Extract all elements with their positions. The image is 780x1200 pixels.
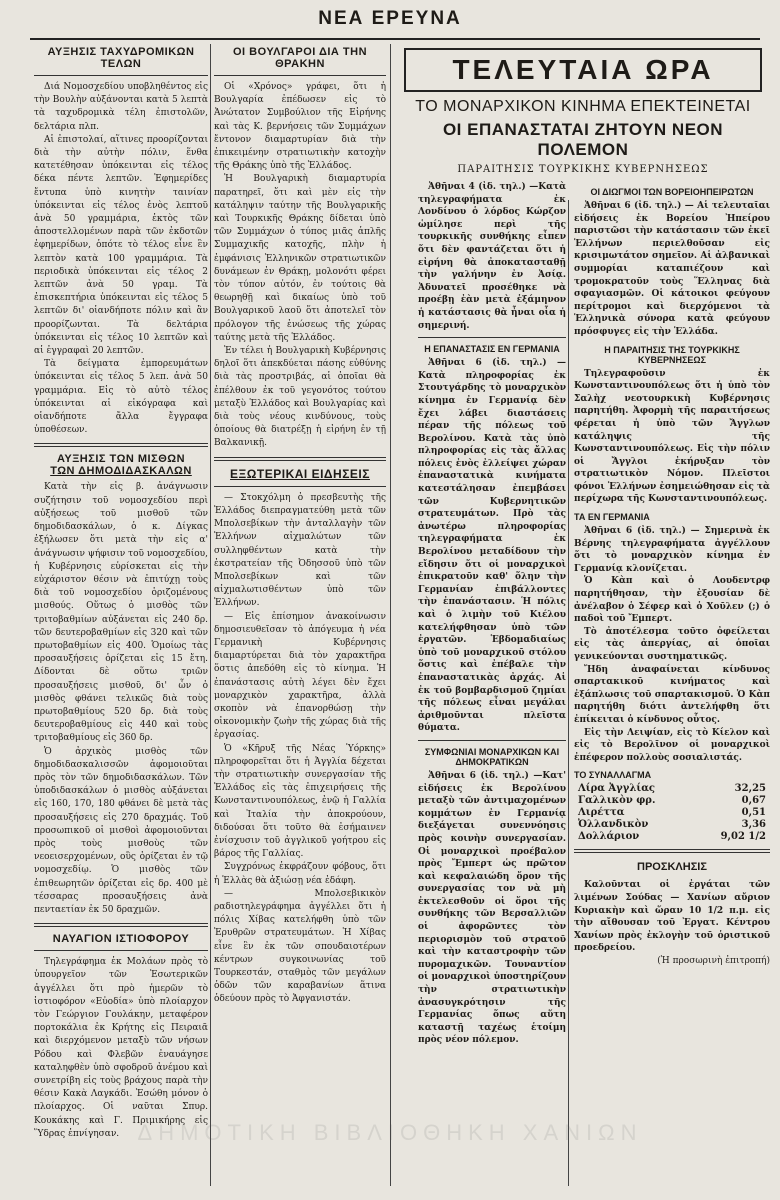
library-watermark: ΔΗΜΟΤΙΚΗ ΒΙΒΛΙΟΘΗΚΗ ΧΑΝΙΩΝ [137,1120,643,1145]
article-heading: ΟΙ ΔΙΩΓΜΟΙ ΤΩΝ ΒΟΡΕΙΟΗΠΕΙΡΩΤΩΝ [590,187,754,197]
top-rule [30,38,760,40]
breaking-right-column [574,181,770,968]
currency-rate: 9,02 1/2 [720,831,766,843]
currency-name: Γαλλικὸν φρ. [578,795,656,807]
divider [34,75,208,76]
divider [574,849,770,853]
invitation-signature: (Ἡ προσωρινὴ ἐπιτροπή) [657,955,770,966]
column-2 [214,44,386,1190]
divider [418,740,566,741]
article-heading: Η ΕΠΑΝΑΣΤΑΣΙΣ ΕΝ ΓΕΡΜΑΝΙΑ [424,344,560,355]
column-3 [396,44,770,1190]
article-paragraph: Εἰς τὴν Λειψίαν, εἰς τὸ Κίελον καὶ εἰς τὸ Βερολῖνον οἱ μοναρχικοὶ ἐπέφερον πολλοὺς σοσιαλιστάς. [574,727,770,763]
currency-name: Δολλάριον [578,831,640,843]
currency-rate: 0,67 [741,795,766,807]
invitation-text: Καλοῦνται οἱ ἐργάται τῶν λιμένων Σούδας — Χανίων αὔριον Κυριακὴν καὶ ὥραν 10 1/2 π.μ. εἰς τὴν αἴθουσαν τοῦ Ἐργατ. Κέντρου Χανίων πρὸς ἐκλογὴν τοῦ ὁριστικοῦ προεδρείου. [574,880,770,954]
banner-headline: ΤΕΛΕΥΤΑΙΑ ΩΡΑ [404,48,762,92]
article-paragraph: Οἱ «Χρόνος» γράφει, ὅτι ἡ Βουλγαρία ἐπέδωσεν εἰς τὸ Ἀνώτατον Συμβούλιον τῆς Εἰρήνης καὶ τὰς Κ. βερνήσεις τῶν Συμμάχων ἔντονον διαμαρτυρίαν διὰ τὴν ἐπικειμένην στρατιωτικὴν κατοχὴν τῆς Θράκης ὑπὸ τῆς Ἑλλάδος. [214,82,386,172]
article-paragraph: Ὁ ἀρχικὸς μισθὸς τῶν δημοδιδασκαλισσῶν ἀφομοιοῦται πρὸς τὸν τῶν δημοδιδασκάλων. Τῶν ὑποδιδασκάλων ὁ μισθὸς αὐξάνεται εἰς 160, 170, 180 φθάνει δὲ μετὰ τὰς προσαυξήσεις εἰς 270 δραχμάς. Τοῦ προσωπικοῦ οἱ μισθοὶ ἀφομοιοῦνται πρὸς τοὺς μισθοὺς τῶν νεοεισερχομένων, οὓς ὁρίζεται ἐν τῷ νομοσχεδίῳ. Ὁ μισθὸς τῶν ἐπιθεωρητῶν ὁρίζεται εἰς δρ. 400 μὲ τέσσαρας προσαυξήσεις ἀνὰ πενταετίαν ἐκ 50 δραχμῶν. [34,746,208,915]
divider [34,443,208,447]
article-paragraph: Τηλεγράφημα ἐκ Μολάων πρὸς τὸ ὑπουργεῖον τῶν Ἐσωτερικῶν ἀγγέλλει ὅτι πρὸ ἡμερῶν τὸ ἱστιοφόρον «Εὐοδία» ὑπὸ πλοίαρχον τὸν Γεώργιον Γουλάκην, μεταφέρον πορτοκάλια ἐκ Κρήτης εἰς Πειραιᾶ καὶ διερχόμενον μεταξὺ τῶν νήσων Ρόδου καὶ Φλεβῶν ἐναυάγησε καταληφθὲν ὑπὸ σφοδροῦ ἀνέμου καὶ συνετρίβη εἰς τοὺς βράχους παρὰ τὴν θέσιν Κακὰ Λαγκάδι. Ἐσώθη μόνον ὁ πλοίαρχος. Οἱ ναῦται Σπυρ. Κουκάκης καὶ Γ. Πριμικήρης εἰς Ὕδρας ἐπνίγησαν. [34,957,208,1139]
divider [214,457,386,461]
exchange-row [574,807,770,819]
article-paragraph: Συγχρόνως ἐκφράζουν φόβους, ὅτι ἡ Ἑλλὰς θὰ ἀξιώσῃ νέα ἐδάφη. [214,862,386,886]
subheadline: ΟΙ ΕΠΑΝΑΣΤΑΤΑΙ ΖΗΤΟΥΝ ΝΕΟΝ ΠΟΛΕΜΟΝ [442,120,724,159]
article-paragraph: Ἤδη ἀναφαίνεται κίνδυνος σπαρτακικοῦ κινήματος καὶ ἐξάπλωσις τοῦ σπαρτακισμοῦ. Ὁ Κὰπ παρητήθη διότι ἀντελήφθη ὅτι ἐπίκειται ὁ κίνδυνος οὗτος. [574,664,770,725]
invitation-heading: ΠΡΟΣΚΛΗΣΙΣ [637,861,707,874]
article-paragraph: Αἱ ἐπιστολαί, αἵτινες προορίζονται διὰ τὴν αὐτὴν πόλιν, ἕνθα κατετέθησαν ὑπόκεινται εἰς τέλος δέκα πέντε λεπτῶν. Ἐφημερίδες ἔντυπα ὑπὸ κινητὴν ταινίαν ὑπόκεινται εἰς τέλος ἐνὸς λεπτοῦ ἀνὰ 50 γραμμάρια, ἐκτὸς τῶν ἀποστελλομένων παρὰ τῶν ἐκδοτῶν ἐφημερίδων, ὁπότε τὸ τέλος εἶνε ἓν λεπτὸν κατὰ 100 γραμμάρια. Τὰ περιοδικὰ ὑπόκεινται εἰς τέλος 2 λεπτῶν ἀνὰ 50 γραμ. Τὰ ἐπισκεπτήρια ὑπόκεινται εἰς τέλος 5 λεπτῶν δι' οἱανδήποτε πόλιν καὶ ἂν προορίζωνται. Τὰ δελτάρια ὑπόκεινται εἰς τέλος 10 λεπτῶν καὶ αἱ ἐγγραφαὶ 20 λεπτῶν. [34,134,208,357]
currency-rate: 3,36 [741,819,766,831]
article-paragraph: Ἀθῆναι 6 (ἰδ. τηλ.) — Αἱ τελευταῖαι εἰδήσεις ἐκ Βορείου Ἠπείρου παριστῶσι τὴν κατάστασιν τῶν ἐκεῖ Ἑλλήνων περιελθοῦσαν εἰς κρισιμωτάτον σημεῖον. Αἱ ἀλβανικαὶ συμμορίαι καταπιέζουν καὶ τρομοκρατοῦν τοὺς Ἕλληνας διὰ σφαγιασμῶν. Οἱ κάτοικοι φεύγουν περίτρομοι καὶ διερχόμενοι τὰ Ἑλληνικὰ σύνορα κατὰ φεύγουν πρόσφυγες εἰς τὴν Ἑλλάδα. [574,201,770,337]
exchange-heading: ΤΟ ΣΥΝΑΛΛΑΓΜΑ [574,770,652,781]
currency-name: Ὀλλανδικὸν [578,819,649,831]
article-heading: Η ΠΑΡΑΙΤΗΣΙΣ ΤΗΣ ΤΟΥΡΚΙΚΗΣ ΚΥΒΕΡΝΗΣΕΩΣ [604,344,740,365]
currency-name: Λιρέττα [578,807,625,819]
column-divider [210,44,211,1186]
currency-rate: 32,25 [734,783,766,795]
article-paragraph: Ἀθῆναι 6 (ἰδ. τηλ.) — Κατὰ πληροφορίας ἐκ Στουτγάρδης τὸ μοναρχικὸν κίνημα ἐν Γερμανίᾳ δὲν ἔχει λάβει διαστάσεις πέραν τῆς πόλεως τοῦ Βερολίνου. Κατὰ τὰς ὑπὸ πληροφορίας εἰς τὰς ἄλλας πόλεις ἐνὸς ἐλλείψει χώραν ἐπαναστατικὰ κινήματα κατεστάλησαν ἐπεμβάσει τῶν Κυβερνητικῶν στρατευμάτων. Πρὸ τὰς ἀνωτέρω πληροφορίας τηλεγραφήματα ἐκ Βερολίνου μεταδίδουν τὴν εἴδησιν ὅτι οἱ μοναρχικοὶ ἐπικρατοῦν καθ' ὅλην τὴν Γερμανίαν ἐπιβάλλοντες τὴν ἐπανάστασιν. Ἡ πόλις καὶ ὁ λιμὴν τοῦ Κιέλου κατελήφθησαν ὑπὸ τῶν ἐργατῶν. Ἑβδομαδιαίως ὑπὸ τοῦ μοναρχικοῦ στόλου ὅστις καὶ ἐπέβαλε τὴν ἐπαναστατικὰς ἀρχάς. Αἱ ἐκ τοῦ βομβαρδισμοῦ ζημίαι τῆς πόλεως εἶναι μεγάλαι ἀριθμοῦνται πλεῖστα θύματα. [418,358,566,734]
divider [34,923,208,927]
currency-rate: 0,51 [741,807,766,819]
exchange-row [574,819,770,831]
exchange-row [574,795,770,807]
article-heading: ΑΥΞΗΣΙΣ ΤΩΝ ΜΙΣΘΩΝ [56,453,186,466]
article-heading: ΤΩΝ ΔΗΜΟΔΙΔΑΣΚΑΛΩΝ [50,465,192,478]
column-divider [390,44,391,1186]
column-1 [34,44,208,1190]
article-paragraph: Τὸ ἀποτέλεσμα τοῦτο ὀφείλεται εἰς τὰς ἀπεργίας, αἱ ὁποῖαι γενικεύονται συστηματικῶς. [574,626,770,662]
article-paragraph: Διά Νομοσχεδίου υποβληθέντος εἰς τὴν Βουλὴν αὐξάνονται κατὰ 5 λεπτὰ τὰ ταχυδρομικὰ τέλη ἐπιστολῶν, δελτάρια πλπ. [34,82,208,132]
article-heading: ΕΞΩΤΕΡΙΚΑΙ ΕΙΔΗΣΕΙΣ [230,466,370,481]
article-heading: ΤΑ ΕΝ ΓΕΡΜΑΝΙΑ [574,512,650,523]
divider [34,950,208,951]
exchange-table [574,783,770,843]
article-paragraph: Κατὰ τὴν εἰς β. ἀνάγνωσιν συζήτησιν τοῦ νομοσχεδίου περὶ αὐξήσεως τοῦ μισθοῦ τῶν δημοδιδασκάλων, ὁ κ. Δίγκας ἐξήλωσεν ὅτι μετὰ τὴν εἰς α' ἀνάγνωσιν ψήφισιν τοῦ νομοσχεδίου, ἡ Κυβέρνησις εὑρίσκεται εἰς τὴν εὐχάριστον θέσιν νὰ ἐπιτύχῃ τοὺς διὰ τοῦ νομοσχεδίου ὁριζομένους μισθούς. Οὕτως ὁ μισθὸς τῶν τριτοβαθμίων αὐξάνεται εἰς 240 δρ. τῶν δευτεροβαθμίων εἰς 320 καὶ τῶν πρωτοβαθμίων εἰς 400. Ὁμοίως τὰς προσαυξήσεις ὁρίζεται εἰς 15 ἔτη. Δίδονται δὲ οὕτω τριῶν προσαυξήσεις μισθοῦ, δι' ὧν ὁ μισθὸς φθάνει τελικῶς διὰ τοὺς πρωτοβαθμίους 520 δρ. διὰ τοὺς δευτεροβαθμίους εἰς 440 καὶ τοὺς τριτοβαθμίους εἰς 360 δρ. [34,482,208,744]
article-paragraph: — Μπολσεβικικὸν ραδιοτηλεγράφημα ἀγγέλλει ὅτι ἡ πόλις Χίβας κατελήφθη ὑπὸ τῶν Ἐρυθρῶν στρατευμάτων. Ἡ Χίβας εἶνε ἓν ἐκ τῶν σπουδαιοτέρων κέντρων συγκοινωνίας τοῦ Τουρκεστάν, σταθμὸς τῶν μεγάλων ὁδῶν τῶν καραβανίων ἅτινα ὁδεύουν πρὸς τὸ Ἀφγανιστάν. [214,888,386,1005]
currency-name: Λίρα Ἀγγλίας [578,783,656,795]
article-paragraph: Ὁ «Κῆρυξ τῆς Νέας Ὑόρκης» πληροφορεῖται ὅτι ἡ Ἀγγλία δέχεται τὴν στρατιωτικὴν συνεργασίαν τῆς Ἑλλάδος εἰς τὰς ἐπιχειρήσεις τῆς Κωνσταντινουπόλεως, ἐνῷ ἡ Γαλλία καὶ Ἰταλία τὴν ἀποκρούουν, διδούσαι ὅτι τοῦτο θὰ ἐσήμαινεν ἐνίσχυσιν τοῦ ἀγγλικοῦ γοήτρου εἰς βάρος τῆς Γαλλίας. [214,743,386,860]
exchange-row [574,783,770,795]
article-heading: ΑΥΞΗΣΙΣ ΤΑΧΥΔΡΟΜΙΚΩΝ ΤΕΛΩΝ [47,46,195,70]
article-paragraph: Ὁ Κὰπ καὶ ὁ Λουδεντρφ παρητήθησαν, τὴν ἐξουσίαν δὲ ἀνέλαβον ὁ Σέφερ καὶ ὁ Χοῦλεν (;) ὁ παδοὶ τοῦ Ἔμπερτ. [574,576,770,625]
subheadline: ΤΟ ΜΟΝΑΡΧΙΚΟΝ ΚΙΝΗΜΑ ΕΠΕΚΤΕΙΝΕΤΑΙ [415,98,751,115]
article-paragraph: Ἡ Βουλγαρικὴ διαμαρτυρία παρατηρεῖ, ὅτι καὶ μὲν εἰς τὴν κατάληψιν ταύτην τῆς Βουλγαρικῆς καὶ Τουρκικῆς Θράκης δίδεται ὑπὸ τῶν Συμμάχων ὁ τύπος μιᾶς ἁπλῆς Συμμαχικῆς κατοχῆς, πλὴν ἡ ἐμφάνισις Ἑλληνικῶν στρατιωτικῶν δυνάμεων ἐν Θράκῃ, μολονότι φέρει τὸν τύπον αὐτόν, ἐν τούτοις θὰ θεωρηθῇ καὶ δικαίως ὑπὸ τοῦ Βουλγαρικοῦ λαοῦ ὅτι ἀποτελεῖ τὸν πρόλογον τῆς ἑνώσεως τῆς χώρας ταύτης μετὰ τῆς Ἑλλάδος. [214,174,386,343]
article-paragraph: Ἀθῆναι 6 (ἰδ. τηλ.) — Σημερινὰ ἐκ Βέρνης τηλεγραφήματα ἀγγέλλουν ὅτι τὸ μοναρχικὸν κίνημα ἐν Γερμανίᾳ κλονίζεται. [574,526,770,574]
article-heading: ΝΑΥΑΓΙΟΝ ΙΣΤΙΟΦΟΡΟΥ [52,933,190,946]
article-paragraph: Ἀθῆναι 6 (ἰδ. τηλ.) —Κατ' εἰδήσεις ἐκ Βερολίνου μεταξὺ τῶν ἀντιμαχομένων κομμάτων ἐν Γερμανίᾳ διεξάγεται συνεννόησις πρὸς κοινὴν συνεργασίαν. Οἱ μοναρχικοὶ προέβαλον πρὸς Ἔμπερτ ὡς πρῶτον καὶ κεφαλαιώδη ὅρον τῆς συνεργασίας τον νὰ μὴ ἐκτελεσθοῦν οἱ ὅροι τῆς συνθήκης τῶν Βερσαλλιῶν οἱ ἀφορῶντες τὸν περιορισμὸν τοῦ στρατοῦ καὶ τὴν καταστροφὴν τῶν πυρομαχικῶν. Τουναντίον οἱ μοναρχικοὶ ὑποστηρίζουν τὴν στρατιωτικὴν ἀνασυγκρότησιν τῆς Γερμανίας ὅπως αὕτη καταστῇ ταχέως ἑτοίμη πρὸς νέον πόλεμον. [418,770,566,1046]
article-heading: ΟΙ ΒΟΥΛΓΑΡΟΙ ΔΙΑ ΤΗΝ ΘΡΑΚΗΝ [232,46,368,70]
divider [214,75,386,76]
divider [418,337,566,338]
article-paragraph: Τηλεγραφοῦσιν ἐκ Κωνσταντινουπόλεως ὅτι ἡ ὑπὸ τὸν Σαλὴχ νεοτουρκικὴ Κυβέρνησις παρητήθη. Ἀφορμὴ τῆς παραιτήσεως φέρεται ἡ ὑπὸ τῶν Ἄγγλων κατάληψις τῆς Κωνσταντινουπόλεως. Εἰς τὴν πόλιν οἱ Ἄγγλοι ἐκήρυξαν τὸν στρατιωτικὸν Νόμον. Πλεῖστοι φόνοι Ἑλλήνων ἐσημειώθησαν εἰς τὰ περίχωρα τῆς Κωνσταντινουπόλεως. [574,368,770,505]
article-paragraph: — Εἰς ἐπίσημον ἀνακοίνωσιν δημοσιευθεῖσαν τὸ ἀπόγευμα ἡ νέα Γερμανικὴ Κυβέρνησις διαμαρτύρεται διὰ τὸν χαρακτῆρα ὅστις ἀπεδόθη εἰς τὸ κίνημα. Ἡ ἐπανάστασις αὐτὴ λέγει δὲν ἔχει μοναρχικὸν χαρακτῆρα, ἀλλὰ σκοπὸν νὰ ἐπανορθώσῃ τὴν οἰκονομικὴν ζωὴν τῆς χώρας διὰ τῆς ἐργασίας. [214,611,386,741]
exchange-row [574,831,770,843]
article-paragraph: Ἀθῆναι 4 (ἰδ. τηλ.) —Κατὰ τηλεγραφήματα ἐκ Λονδίνου ὁ λόρδος Κώρζον ὡμίλησε περὶ τῆς τουρκικῆς συνθήκης εἶπεν ὅτι δὲν φαντάζεται ὅτι ἡ εἰρήνη θὰ ἀποκατασταθῇ τὴν γαλήνην ἐν Ἀσίᾳ. Ἀδυνατεῖ προσέθηκε νὰ προέβῃ ἐὰν μετὰ ἑξάμηνον ἡ κατάστασις θὰ ἦναι οἷα ἡ σημερινή. [418,182,566,331]
breaking-left-column [418,181,566,1047]
article-paragraph: Τὰ δείγματα ἐμπορευμάτων ὑπόκεινται εἰς τέλος 5 λεπ. ἀνὰ 50 γραμμάρια. Εἰς τὸ αὐτὸ τέλος ὑπόκεινται αἱ εἰκόγραφα καὶ οἱανδήποτε ἄλλα ἔγγραφα ὑποθέσεων. [34,359,208,436]
article-heading: ΣΥΜΦΩΝΙΑΙ ΜΟΝΑΡΧΙΚΩΝ ΚΑΙ ΔΗΜΟΚΡΑΤΙΚΩΝ [424,746,560,767]
article-paragraph: — Στοκχόλμη ὁ πρεσβευτὴς τῆς Ἑλλάδος διεπραγματεύθη μετὰ τῶν Μπολσεβίκων τὴν ἀνταλλαγὴν τῶν Ἑλλήνων αἰχμαλώτων τῶν συλληφθέντων κατὰ τὴν ἐκστρατείαν τῆς Ὀδησσοῦ ὑπὸ τῶν Μπολσεβίκων καὶ τῶν αἰχμαλωτισθέντων ὑπὸ τῶν Ἑλλήνων. [214,492,386,609]
masthead: ΝΕΑ ΕΡΕΥΝΑ [318,8,462,29]
article-paragraph: Ἐν τέλει ἡ Βουλγαρικὴ Κυβέρνησις δηλοῖ ὅτι ἀπεκδύεται πάσης εὐθύνης διὰ τὰς προστριβάς, αἱ ὁποῖαι θὰ ἐπέλθουν ἐκ τοῦ γεγονότος τούτου μεταξὺ Ἑλλάδος καὶ Βουλγαρίας καὶ διὰ τοὺς νέους κινδύνους, τοὺς ὁποίους θὰ διατρέξῃ ἡ εἰρήνη ἐν τῇ Βαλκανικῇ. [214,346,386,449]
divider [214,486,386,487]
subheadline: ΠΑΡΑΙΤΗΣΙΣ ΤΟΥΡΚΙΚΗΣ ΚΥΒΕΡΝΗΣΕΩΣ [457,164,709,175]
